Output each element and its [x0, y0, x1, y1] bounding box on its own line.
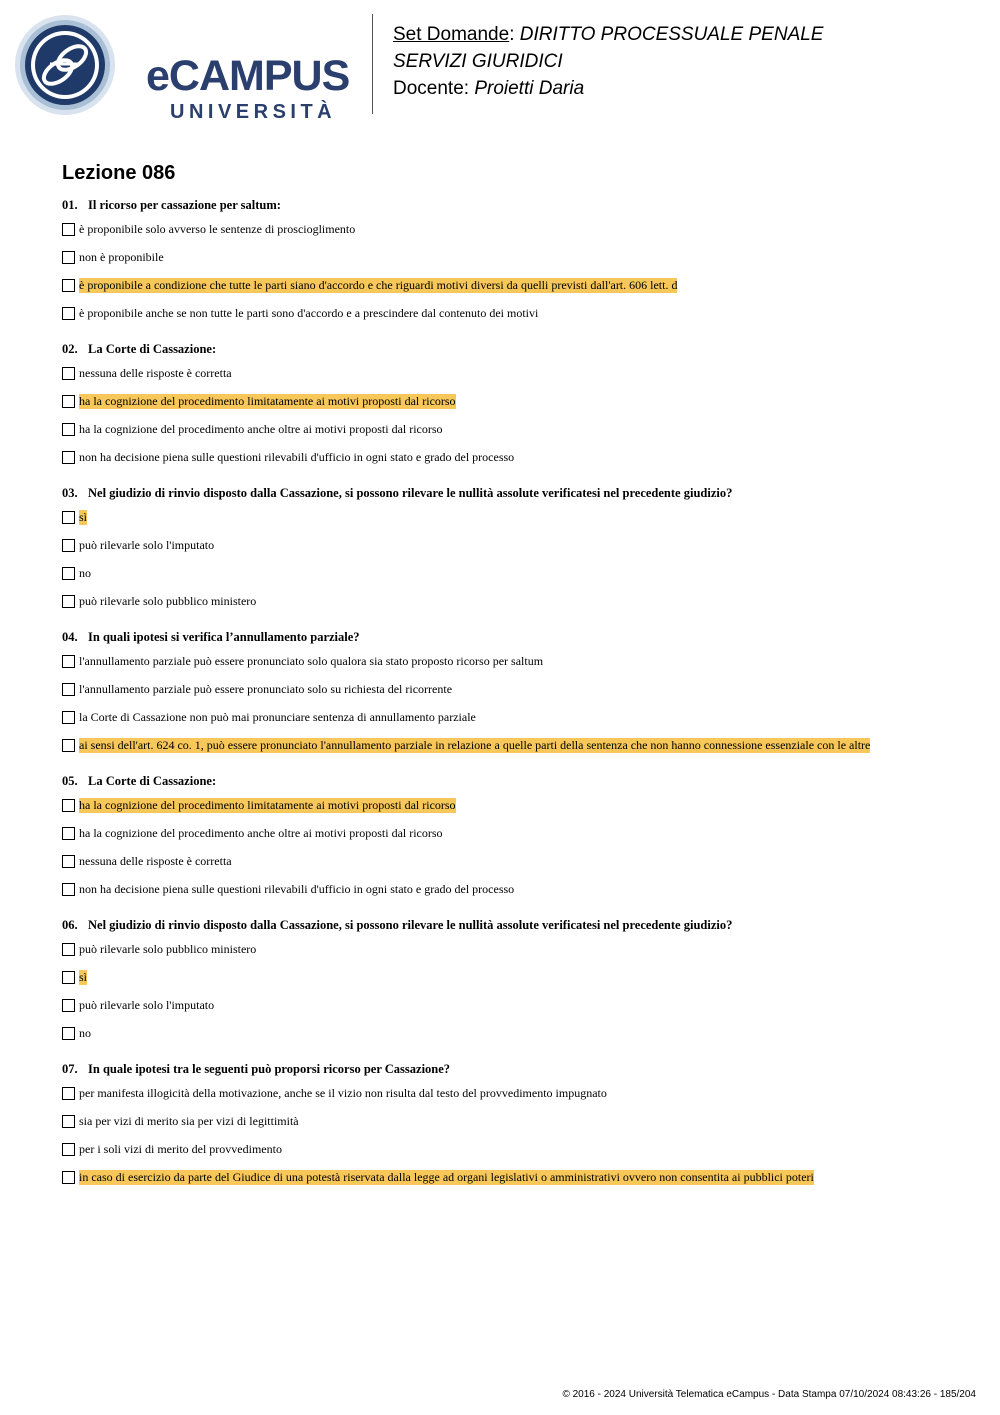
answer-label: no [79, 1025, 91, 1040]
answer-option[interactable] [62, 731, 962, 759]
answer-checkbox[interactable] [62, 683, 75, 696]
question-block [62, 197, 962, 327]
question-label: In quali ipotesi si verifica l’annullamento parziale? [88, 630, 360, 644]
answer-checkbox[interactable] [62, 1087, 75, 1100]
answer-label: è proponibile anche se non tutte le parti sono d'accordo e a prescindere dal contenuto dei motivi [79, 305, 539, 320]
answer-label: nessuna delle risposte è corretta [79, 365, 232, 380]
question-block [62, 341, 962, 471]
footer-copyright: © 2016 - 2024 Università Telematica eCampus - Data Stampa 07/10/2024 08:43:26 - 185/204 [562, 1389, 976, 1400]
answer-checkbox[interactable] [62, 883, 75, 896]
answer-checkbox[interactable] [62, 539, 75, 552]
answer-checkbox[interactable] [62, 279, 75, 292]
set-label: Set Domande [393, 24, 510, 45]
question-number: 01. [62, 198, 78, 212]
answer-option[interactable] [62, 791, 962, 819]
correct-answer-label: ha la cognizione del procedimento limitatamente ai motivi proposti dal ricorso [79, 797, 456, 812]
brand-subtitle: UNIVERSITÀ [170, 101, 337, 123]
answer-checkbox[interactable] [62, 367, 75, 380]
answer-option[interactable] [62, 415, 962, 443]
answer-option[interactable] [62, 1163, 962, 1191]
answer-checkbox[interactable] [62, 251, 75, 264]
ecampus-logo [14, 14, 374, 123]
answer-checkbox[interactable] [62, 655, 75, 668]
answer-checkbox[interactable] [62, 223, 75, 236]
answer-option[interactable] [62, 559, 962, 587]
answer-checkbox[interactable] [62, 855, 75, 868]
answer-option[interactable] [62, 1107, 962, 1135]
question-block [62, 917, 962, 1047]
answer-option[interactable] [62, 387, 962, 415]
answer-label: è proponibile solo avverso le sentenze di proscioglimento [79, 221, 356, 236]
answer-option[interactable] [62, 587, 962, 615]
answer-option[interactable] [62, 1079, 962, 1107]
course-subtitle: SERVIZI GIURIDICI [393, 51, 563, 72]
answer-checkbox[interactable] [62, 567, 75, 580]
answer-checkbox[interactable] [62, 395, 75, 408]
ecampus-emblem-icon [14, 14, 126, 116]
answer-option[interactable] [62, 819, 962, 847]
answer-option[interactable] [62, 703, 962, 731]
correct-answer-label: sì [79, 969, 88, 984]
answer-checkbox[interactable] [62, 971, 75, 984]
correct-answer-label: sì [79, 509, 88, 524]
question-number: 05. [62, 774, 78, 788]
answer-option[interactable] [62, 215, 962, 243]
answer-checkbox[interactable] [62, 1171, 75, 1184]
answer-option[interactable] [62, 647, 962, 675]
lesson-title: Lezione 086 [62, 162, 176, 184]
answer-checkbox[interactable] [62, 595, 75, 608]
answer-option[interactable] [62, 299, 962, 327]
question-number: 02. [62, 342, 78, 356]
course-info [393, 21, 823, 102]
answer-option[interactable] [62, 991, 962, 1019]
question-text [62, 917, 962, 935]
answer-option[interactable] [62, 359, 962, 387]
answer-label: ha la cognizione del procedimento anche oltre ai motivi proposti dal ricorso [79, 825, 443, 840]
answer-option[interactable] [62, 935, 962, 963]
answer-option[interactable] [62, 243, 962, 271]
question-text [62, 1061, 962, 1079]
question-label: Il ricorso per cassazione per saltum: [88, 198, 281, 212]
correct-answer-label: ha la cognizione del procedimento limitatamente ai motivi proposti dal ricorso [79, 393, 456, 408]
answer-label: non ha decisione piena sulle questioni rilevabili d'ufficio in ogni stato e grado del processo [79, 881, 515, 896]
answer-checkbox[interactable] [62, 1143, 75, 1156]
answer-option[interactable] [62, 675, 962, 703]
answer-option[interactable] [62, 1135, 962, 1163]
answer-option[interactable] [62, 875, 962, 903]
question-text [62, 341, 962, 359]
teacher-label: Docente: [393, 78, 470, 99]
answer-option[interactable] [62, 503, 962, 531]
teacher-line [393, 75, 823, 102]
course-subject: DIRITTO PROCESSUALE PENALE [519, 24, 824, 45]
answer-checkbox[interactable] [62, 827, 75, 840]
answer-label: può rilevarle solo l'imputato [79, 537, 215, 552]
answer-label: può rilevarle solo pubblico ministero [79, 593, 257, 608]
answer-checkbox[interactable] [62, 739, 75, 752]
answer-checkbox[interactable] [62, 711, 75, 724]
question-label: Nel giudizio di rinvio disposto dalla Cassazione, si possono rilevare le nullità assolute verificatesi nel precedente giudizio? [88, 918, 733, 932]
answer-label: l'annullamento parziale può essere pronunciato solo su richiesta del ricorrente [79, 681, 453, 696]
answer-checkbox[interactable] [62, 307, 75, 320]
answer-label: la Corte di Cassazione non può mai pronunciare sentenza di annullamento parziale [79, 709, 476, 724]
answer-checkbox[interactable] [62, 423, 75, 436]
question-text [62, 197, 962, 215]
question-block [62, 485, 962, 615]
question-number: 06. [62, 918, 78, 932]
correct-answer-label: ai sensi dell'art. 624 co. 1, può essere pronunciato l'annullamento parziale in relazione a quelle parti della sentenza che non hanno connessione essenziale con le altre [79, 737, 871, 752]
correct-answer-label: in caso di esercizio da parte del Giudice di una potestà riservata dalla legge ad organi legislativi o amministrativi ovvero non consentita ai pubblici poteri [79, 1169, 814, 1184]
answer-checkbox[interactable] [62, 943, 75, 956]
answer-option[interactable] [62, 963, 962, 991]
answer-label: non è proponibile [79, 249, 164, 264]
answer-option[interactable] [62, 531, 962, 559]
answer-checkbox[interactable] [62, 1115, 75, 1128]
teacher-name: Proietti Daria [474, 78, 585, 99]
answer-label: per manifesta illogicità della motivazione, anche se il vizio non risulta dal testo del provvedimento impugnato [79, 1085, 607, 1100]
answer-option[interactable] [62, 847, 962, 875]
answer-option[interactable] [62, 271, 962, 299]
course-subject-line: Set Domande: DIRITTO PROCESSUALE PENALE [393, 24, 824, 45]
answer-label: può rilevarle solo pubblico ministero [79, 941, 257, 956]
answer-label: l'annullamento parziale può essere pronunciato solo qualora sia stato proposto ricorso per saltum [79, 653, 544, 668]
answer-label: non ha decisione piena sulle questioni rilevabili d'ufficio in ogni stato e grado del processo [79, 449, 515, 464]
answer-checkbox[interactable] [62, 1027, 75, 1040]
brand-name: eCAMPUS [146, 52, 350, 100]
answer-checkbox[interactable] [62, 451, 75, 464]
question-label: La Corte di Cassazione: [88, 342, 217, 356]
question-label: La Corte di Cassazione: [88, 774, 217, 788]
question-list [62, 197, 962, 1205]
answer-label: no [79, 565, 91, 580]
question-block [62, 1061, 962, 1191]
answer-label: può rilevarle solo l'imputato [79, 997, 215, 1012]
answer-label: nessuna delle risposte è corretta [79, 853, 232, 868]
question-label: Nel giudizio di rinvio disposto dalla Cassazione, si possono rilevare le nullità assolute verificatesi nel precedente giudizio? [88, 486, 733, 500]
answer-label: per i soli vizi di merito del provvedimento [79, 1141, 282, 1156]
header-divider [372, 14, 373, 114]
question-block [62, 629, 962, 759]
answer-checkbox[interactable] [62, 511, 75, 524]
answer-label: sia per vizi di merito sia per vizi di legittimità [79, 1113, 299, 1128]
question-number: 07. [62, 1062, 78, 1076]
question-text [62, 629, 962, 647]
answer-checkbox[interactable] [62, 999, 75, 1012]
question-label: In quale ipotesi tra le seguenti può proporsi ricorso per Cassazione? [88, 1062, 451, 1076]
answer-option[interactable] [62, 443, 962, 471]
answer-option[interactable] [62, 1019, 962, 1047]
correct-answer-label: è proponibile a condizione che tutte le parti siano d'accordo e che riguardi motivi diversi da quelli previsti dall'art. 606 lett. d [79, 277, 678, 292]
question-text [62, 485, 962, 503]
answer-label: ha la cognizione del procedimento anche oltre ai motivi proposti dal ricorso [79, 421, 443, 436]
question-block [62, 773, 962, 903]
answer-checkbox[interactable] [62, 799, 75, 812]
question-number: 04. [62, 630, 78, 644]
question-number: 03. [62, 486, 78, 500]
question-text [62, 773, 962, 791]
